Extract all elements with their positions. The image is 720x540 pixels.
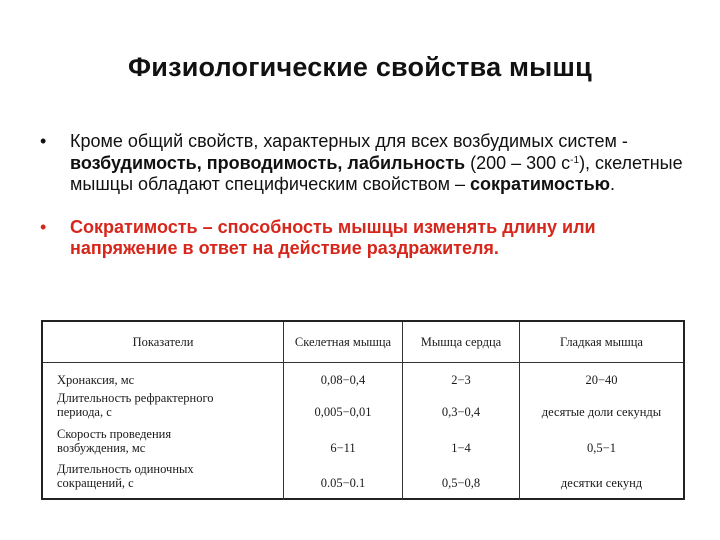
value-cell: 0,08−0,4 <box>320 373 366 387</box>
bullet1-text-3: ), скелетные мышцы обладают специфическим свойством – <box>70 152 683 194</box>
table-body-row <box>43 363 683 501</box>
value-cell: десятые доли секунды <box>541 405 662 419</box>
value-cell: 0,5−0,8 <box>441 476 481 490</box>
heart-column <box>403 363 520 501</box>
value-cell: 2−3 <box>451 373 471 387</box>
value-cell: 1−4 <box>451 441 471 455</box>
properties-table <box>43 322 683 500</box>
properties-table-image <box>41 320 685 500</box>
bullet2-text: Сократимость – способность мышцы изменять длину или напряжение в ответ на действие раздражителя. <box>70 216 596 258</box>
value-cell: 0,3−0,4 <box>441 405 481 419</box>
bullet-dot-icon: • <box>40 131 47 151</box>
value-cell: 0,5−1 <box>587 441 616 455</box>
bullet-dot-icon: • <box>40 216 47 237</box>
slide-title: Физиологические свойства мышц <box>128 52 592 82</box>
value-cell: 0,005−0,01 <box>314 405 372 419</box>
skeletal-column <box>284 363 403 501</box>
table-header-row <box>43 322 683 363</box>
table-header-cell: Гладкая мышца <box>520 322 684 363</box>
bullet-item-definition <box>40 217 690 260</box>
bullet1-text-2: (200 – 300 с <box>465 152 571 173</box>
param-chronaxie: Хронаксия, мс <box>57 373 135 387</box>
bullet1-text-4: . <box>610 174 616 194</box>
table-header-cell: Мышца сердца <box>403 322 520 363</box>
table-header-cell: Показатели <box>43 322 284 363</box>
bullet-item-properties <box>40 131 690 196</box>
param-refractory-line1: Длительность рефрактерного <box>57 391 214 405</box>
param-contraction-line2: сокращений, с <box>57 476 134 490</box>
param-conduction-line2: возбуждения, мс <box>57 441 146 455</box>
bullet1-text-1: Кроме общий свойств, характерных для всех возбудимых систем - <box>70 131 628 151</box>
param-refractory-line2: периода, с <box>57 405 112 419</box>
value-cell: 20−40 <box>585 373 618 387</box>
value-cell: 0.05−0.1 <box>320 476 366 490</box>
bullet1-bold-properties: возбудимость, проводимость, лабильность <box>70 152 466 173</box>
value-cell: 6−11 <box>330 441 356 455</box>
param-contraction-line1: Длительность одиночных <box>57 462 194 476</box>
value-cell: десятки секунд <box>560 476 643 490</box>
param-conduction-line1: Скорость проведения <box>57 427 172 441</box>
bullet-list <box>40 131 690 260</box>
params-column <box>43 363 284 501</box>
table-header-cell: Скелетная мышца <box>284 322 403 363</box>
bullet1-superscript: -1 <box>570 154 580 166</box>
bullet1-bold-contractility: сократимостью <box>470 174 611 194</box>
smooth-column <box>520 363 684 501</box>
